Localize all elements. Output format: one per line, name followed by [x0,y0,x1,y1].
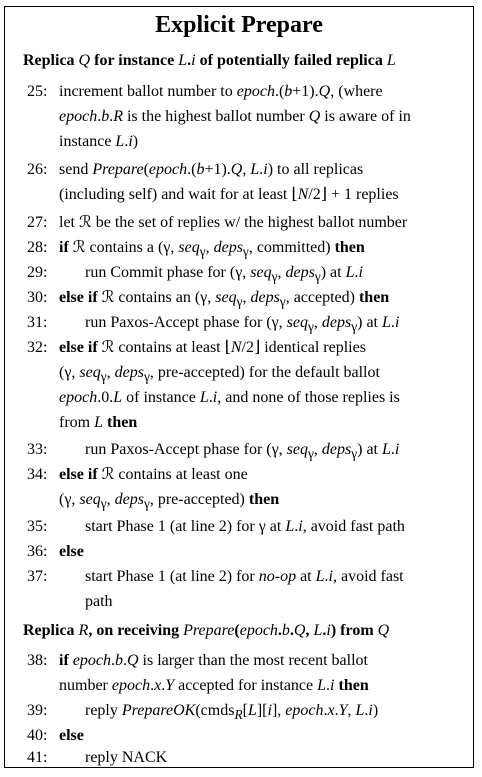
line-text: else [59,543,84,560]
line-text: if ℛ contains a (γ, seq$_\gamma$, deps$_\gamma$, committed) then [59,239,365,260]
code-line-37-cont [5,589,473,614]
line-text: (γ, seq$_\gamma$, deps$_\gamma$, pre-accepted) for the default ballot [59,364,380,385]
line-number: 40: [27,727,48,744]
code-line-38 [5,648,473,673]
line-text: (including self) and wait for at least ⌊N/2⌋ + 1 replies [59,186,399,203]
line-text: else if ℛ contains at least ⌊N/2⌋ identical replies [59,339,366,356]
code-line-35 [5,514,473,539]
line-text: else [59,727,84,744]
line-text: run Commit phase for (γ, seq$_\gamma$, deps$_\gamma$) at L.i [85,264,363,285]
line-text: increment ballot number to epoch.(b+1).Q, (where [59,83,383,100]
code-line-38-cont [5,673,473,698]
line-number: 30: [27,289,48,306]
line-number: 35: [27,518,48,535]
code-line-36 [5,539,473,564]
line-number: 29: [27,264,48,281]
code-line-28 [5,235,473,260]
line-number: 33: [27,441,48,458]
line-text: reply NACK [85,749,168,766]
line-text: (γ, seq$_\gamma$, deps$_\gamma$, pre-accepted) then [59,491,280,512]
code-line-27 [5,210,473,235]
code-line-39 [5,698,473,723]
code-line-32-cont3 [5,410,473,435]
code-line-34 [5,462,473,487]
code-line-30 [5,285,473,310]
section2-header: Replica R, on receiving Prepare(epoch.b.Q, L.i) from Q [23,622,390,639]
line-number: 31: [27,314,48,331]
line-number: 27: [27,214,48,231]
line-number: 26: [27,161,48,178]
code-line-32-cont [5,360,473,385]
line-text: from L then [59,414,138,431]
line-text: if epoch.b.Q is larger than the most recent ballot [59,652,368,669]
code-line-31 [5,310,473,335]
code-line-32 [5,335,473,360]
line-number: 32: [27,339,48,356]
line-text: send Prepare(epoch.(b+1).Q, L.i) to all replicas [59,161,364,178]
line-text: else if ℛ contains an (γ, seq$_\gamma$, deps$_\gamma$, accepted) then [59,289,390,310]
line-text: run Paxos-Accept phase for (γ, seq$_\gamma$, deps$_\gamma$) at L.i [85,314,400,335]
line-text: path [85,593,113,610]
line-number: 39: [27,702,48,719]
line-text: number epoch.x.Y accepted for instance L.i then [59,677,369,694]
code-line-37 [5,564,473,589]
code-line-25-cont2 [5,129,473,154]
line-text: else if ℛ contains at least one [59,466,248,483]
line-number: 25: [27,83,48,100]
line-text: epoch.b.R is the highest ballot number Q is aware of in [59,108,411,125]
line-text: run Paxos-Accept phase for (γ, seq$_\gamma$, deps$_\gamma$) at L.i [85,441,400,462]
code-line-25 [5,79,473,104]
line-text: instance L.i) [59,133,139,150]
code-line-26-cont [5,182,473,207]
line-number: 34: [27,466,48,483]
line-number: 37: [27,568,48,585]
line-text: start Phase 1 (at line 2) for γ at L.i, avoid fast path [85,518,405,535]
code-line-29 [5,260,473,285]
algorithm-title: Explicit Prepare [155,12,323,38]
line-text: start Phase 1 (at line 2) for no-op at L.i, avoid fast [85,568,404,585]
section1-header: Replica Q for instance L.i of potentially failed replica L [23,52,396,69]
line-number: 41: [27,749,48,766]
code-line-26 [5,157,473,182]
code-line-41 [5,745,473,770]
code-line-25-cont [5,104,473,129]
line-text: let ℛ be the set of replies w/ the highest ballot number [59,214,408,231]
line-number: 28: [27,239,48,256]
code-line-32-cont2 [5,385,473,410]
code-line-33 [5,437,473,462]
algorithm-box [4,6,474,768]
line-text: reply PrepareOK(cmds$_R$[L][i], epoch.x.Y, L.i) [85,702,379,723]
code-line-34-cont [5,487,473,512]
line-number: 38: [27,652,48,669]
line-text: epoch.0.L of instance L.i, and none of those replies is [59,389,400,406]
line-number: 36: [27,543,48,560]
